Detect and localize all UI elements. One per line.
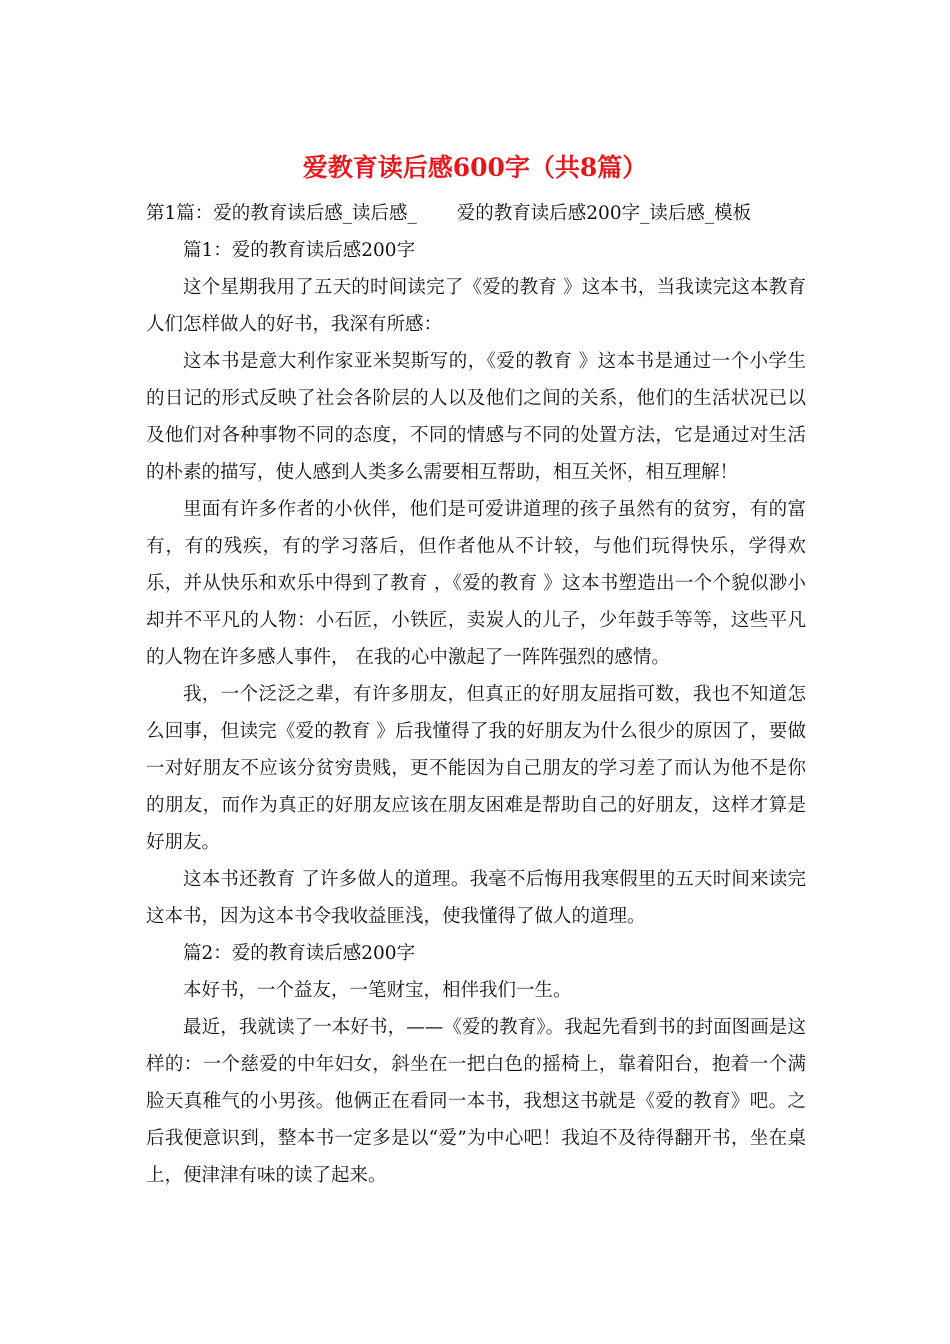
paragraph: 这本书还教育 了许多做人的道理。我毫不后悔用我寒假里的五天时间来读完这本书，因为这本书令我收益匪浅，使我懂得了做人的道理。 <box>146 869 806 927</box>
document-title: 爱教育读后感600字（共8篇） <box>302 153 648 182</box>
header-line-part-1: 第1篇：爱的教育读后感_读后感_ <box>146 203 417 224</box>
document-body <box>146 195 806 1194</box>
paragraph: 这个星期我用了五天的时间读完了《爱的教育 》这本书，当我读完这本教育 人们怎样做人的好书，我深有所感： <box>146 277 806 335</box>
paragraph: 我，一个泛泛之辈，有许多朋友，但真正的好朋友屈指可数，我也不知道怎么回事，但读完《爱的教育 》后我懂得了我的好朋友为什么很少的原因了，要做一对好朋友不应该分贫穷贵贱，更不能因为自己朋友的学习差了而认为他不是你的朋友，而作为真正的好朋友应该在朋友困难是帮助自己的好朋友，这样才算是好朋友。 <box>146 684 806 853</box>
section-heading-1: 篇1：爱的教育读后感200字 <box>183 240 416 261</box>
paragraph: 里面有许多作者的小伙伴，他们是可爱讲道理的孩子虽然有的贫穷，有的富有，有的残疾，有的学习落后，但作者他从不计较，与他们玩得快乐，学得欢乐，并从快乐和欢乐中得到了教育 ，《爱的教育 》这本书塑造出一个个貌似渺小却并不平凡的人物：小石匠，小铁匠，卖炭人的儿子，少年鼓手等等，这些平凡的人物在许多感人事件， 在我的心中激起了一阵阵强烈的感情。 <box>146 499 806 668</box>
paragraph: 最近，我就读了一本好书，——《爱的教育》。我起先看到书的封面图画是这样的：一个慈爱的中年妇女，斜坐在一把白色的摇椅上，靠着阳台，抱着一个满脸天真稚气的小男孩。他俩正在看同一本书，我想这书就是《爱的教育》吧。之后我便意识到，整本书一定多是以“爱”为中心吧！我迫不及待得翻开书，坐在桌上，便津津有味的读了起来。 <box>146 1017 806 1186</box>
paragraph: 这本书是意大利作家亚米契斯写的，《爱的教育 》这本书是通过一个小学生的日记的形式反映了社会各阶层的人以及他们之间的关系，他们的生活状况已以及他们对各种事物不同的态度，不同的情感与不同的处置方法，它是通过对生活的朴素的描写，使人感到人类多么需要相互帮助，相互关怀，相互理解！ <box>146 351 806 483</box>
section-heading-2: 篇2：爱的教育读后感200字 <box>183 943 416 964</box>
header-line <box>146 195 806 232</box>
header-line-part-2: 爱的教育读后感200字_读后感_模板 <box>456 203 752 224</box>
paragraph: 本好书，一个益友，一笔财宝，相伴我们一生。 <box>183 980 572 1001</box>
